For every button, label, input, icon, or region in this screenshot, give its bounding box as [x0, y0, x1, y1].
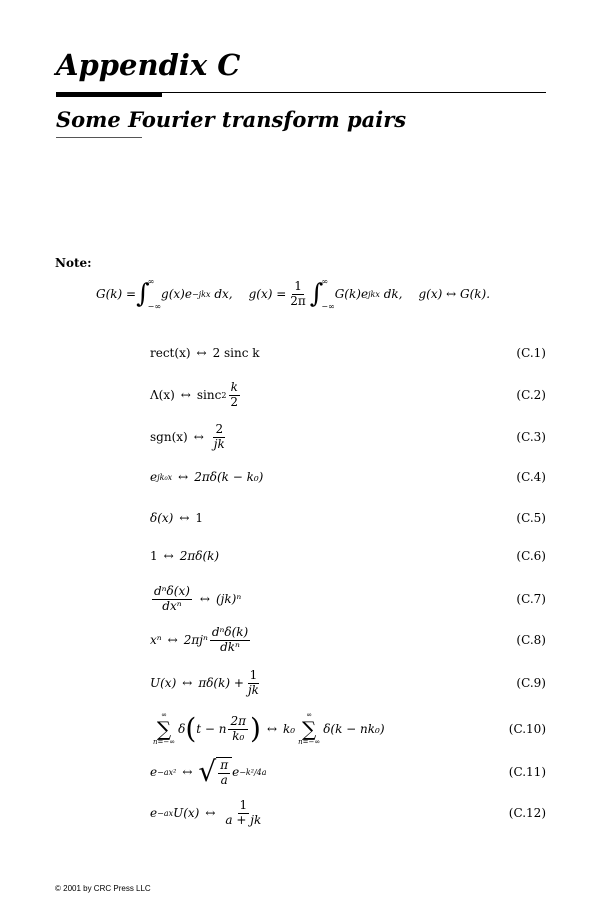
pair-lhs: e	[150, 806, 158, 820]
pair-arrow: ↔	[266, 722, 278, 736]
forward-integral: ∫ ∞ −∞	[136, 277, 162, 311]
equation-number: (C.9)	[516, 676, 546, 690]
inverse-lhs: g(x) =	[248, 287, 287, 301]
inverse-integral: ∫ ∞ −∞	[309, 277, 335, 311]
pair-lhs: Λ(x)	[150, 388, 175, 402]
equation-number: (C.4)	[516, 470, 546, 484]
transform-pair-c7	[150, 579, 546, 619]
pair-lhs: U(x)	[150, 676, 177, 690]
pair-rhs-scale: k₀	[283, 722, 296, 736]
section-rule	[56, 137, 142, 138]
transform-pair-c2	[150, 375, 546, 415]
pair-arrow: ↔	[199, 592, 210, 606]
pair-rhs: 2πδ(k − k₀)	[194, 470, 264, 484]
equation-number: (C.12)	[508, 806, 546, 820]
equation-number: (C.5)	[516, 511, 546, 525]
pair-rhs: 2 sinc k	[212, 346, 260, 360]
forward-dx: dx,	[214, 287, 233, 301]
forward-lhs: G(k) =	[96, 287, 137, 301]
equation-number: (C.11)	[508, 765, 546, 779]
square-root: √ $\frac{\pi}{a}$	[198, 757, 232, 788]
transform-pair-c10: ∞ ∑ n=−∞ δ ( t − n $\frac{2\pi}{\text{k₀}}$ ) ↔ k₀ ∞ ∑ n=−∞ δ(k − nk₀) (C.10)	[153, 711, 546, 746]
equation-number: (C.10)	[508, 722, 546, 736]
sum-operator: ∞ ∑ n=−∞	[153, 711, 176, 746]
pair-lhs-exponent: −ax²	[157, 767, 177, 777]
pair-arrow: ↔	[179, 511, 190, 525]
pair-fraction: $\frac{2\pi}{\text{k₀}}$	[230, 713, 247, 743]
pair-lhs-exponent: −ax	[157, 808, 174, 818]
comb-argument: t − n	[196, 722, 227, 736]
pair-fraction: $\frac{\text{dⁿδ(x)}}{\text{dxⁿ}}$	[154, 583, 190, 613]
pair-lhs: rect(x)	[150, 346, 191, 360]
equation-number: (C.1)	[516, 346, 546, 360]
pair-fraction: $\frac{1}{jk}$	[247, 667, 259, 697]
transform-definitions	[96, 275, 516, 313]
sum-operator: ∞ ∑ n=−∞	[298, 711, 321, 746]
pair-arrow: ↔	[196, 346, 207, 360]
pair-rhs: e	[232, 765, 240, 779]
pair-rhs: (jk)ⁿ	[215, 592, 242, 606]
pair-lhs: sgn(x)	[150, 430, 188, 444]
pair-lhs-tail: U(x)	[173, 806, 200, 820]
comb-delta: δ	[178, 722, 186, 736]
pair-lhs: xⁿ	[150, 633, 162, 647]
note-label: Note:	[55, 256, 92, 270]
transform-pair-c9	[150, 663, 546, 703]
pair-arrow: ↔	[180, 388, 191, 402]
inverse-dk: dk,	[383, 287, 403, 301]
pair-rhs-exponent: −k²/4a	[239, 767, 267, 777]
equation-number: (C.6)	[516, 549, 546, 563]
pair-arrow: ↔	[182, 765, 193, 779]
equation-number: (C.8)	[516, 633, 546, 647]
inverse-exponent: jkx	[368, 289, 380, 299]
pair-arrow: ↔	[163, 549, 174, 563]
equation-number: (C.2)	[516, 388, 546, 402]
forward-exponent: −jkx	[191, 289, 211, 299]
forward-integrand: g(x)e	[161, 287, 192, 301]
pair-rhs: 2πδ(k)	[179, 549, 220, 563]
pair-arrow: ↔	[167, 633, 178, 647]
pair-rhs: sinc	[196, 388, 222, 402]
transform-pair-c6	[150, 536, 546, 576]
pair-fraction: $\frac{2}{jk}$	[213, 421, 225, 451]
page-title: Appendix C	[56, 48, 241, 82]
transform-pair-c1	[150, 333, 546, 373]
pair-arrow: ↔	[178, 470, 189, 484]
pair-notation: g(x) ↔ G(k).	[418, 287, 491, 301]
section-title: Some Fourier transform pairs	[56, 107, 407, 132]
transform-pair-c11	[150, 752, 546, 792]
pair-rhs: πδ(k) +	[198, 676, 244, 690]
title-rule-accent	[56, 92, 162, 97]
pair-arrow: ↔	[182, 676, 193, 690]
pair-lhs: e	[150, 470, 158, 484]
transform-pair-c5	[150, 498, 546, 538]
pair-lhs: e	[150, 765, 158, 779]
pair-lhs: 1	[150, 549, 158, 563]
transform-pair-c12	[150, 793, 546, 833]
pair-rhs-power: 2	[221, 390, 227, 400]
pair-lhs-exponent: jk₀x	[157, 472, 173, 482]
pair-fraction: $\frac{\text{dⁿδ(k)}}{\text{dkⁿ}}$	[211, 624, 249, 654]
pair-arrow: ↔	[193, 430, 204, 444]
pair-rhs: 2πjⁿ	[183, 633, 208, 647]
footer-copyright: © 2001 by CRC Press LLC	[55, 884, 151, 893]
inverse-integrand: G(k)e	[334, 287, 369, 301]
pair-arrow: ↔	[205, 806, 216, 820]
pair-rhs: 1	[195, 511, 204, 525]
transform-pair-c8	[150, 620, 546, 660]
transform-pair-c3	[150, 417, 546, 457]
transform-pair-c4	[150, 457, 546, 497]
equation-number: (C.7)	[516, 592, 546, 606]
pair-lhs: δ(x)	[150, 511, 174, 525]
pair-fraction: $\frac{k}{2}$	[230, 379, 239, 409]
pair-fraction: $\frac{1}{a + jk}$	[225, 797, 262, 827]
inverse-factor: $\frac{1}{2\pi}$	[290, 278, 306, 308]
pair-rhs: δ(k − nk₀)	[323, 722, 385, 736]
equation-number: (C.3)	[516, 430, 546, 444]
